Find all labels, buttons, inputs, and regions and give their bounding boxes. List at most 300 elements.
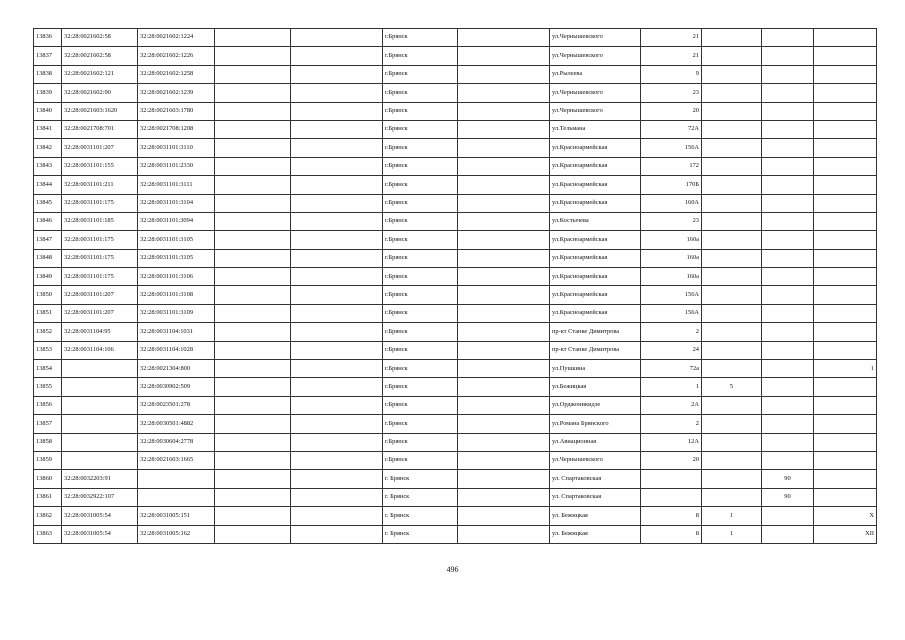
cell-col-11 (762, 139, 814, 157)
cell-col-5 (291, 102, 383, 120)
cell-building-number: 32:28:0031101:3106 (138, 268, 215, 286)
cell-col-5 (291, 268, 383, 286)
cell-city: г.Брянск (383, 176, 458, 194)
cell-street: ул.Тельмана (550, 120, 641, 138)
cell-building-part: 5 (702, 378, 762, 396)
cell-city: г.Брянск (383, 415, 458, 433)
cell-col-4 (215, 29, 291, 47)
table-row (34, 176, 877, 194)
cell-house-number: 72а (641, 360, 702, 378)
cell-col-5 (291, 286, 383, 304)
cell-col-12 (814, 286, 877, 304)
cell-col-4 (215, 286, 291, 304)
cell-col-4 (215, 378, 291, 396)
cell-col-4 (215, 396, 291, 414)
page-number: 496 (446, 565, 459, 574)
cell-building-number: 32:28:0031104:1031 (138, 323, 215, 341)
cell-col-11 (762, 249, 814, 267)
cell-building-number: 32:28:0031005:162 (138, 525, 215, 543)
cell-row-number: 13852 (34, 323, 62, 341)
cell-row-number: 13846 (34, 212, 62, 230)
cell-col-11 (762, 47, 814, 65)
cell-col-11 (762, 507, 814, 525)
cell-city: г.Брянск (383, 286, 458, 304)
cell-parcel-number: 32:28:0031101:175 (62, 231, 138, 249)
cell-city: г.Брянск (383, 451, 458, 469)
cell-col-5 (291, 304, 383, 322)
cell-parcel-number: 32:28:0032203:91 (62, 470, 138, 488)
cell-col-5 (291, 396, 383, 414)
cell-col-11: 90 (762, 470, 814, 488)
table-row (34, 451, 877, 469)
cell-parcel-number: 32:28:0031101:185 (62, 212, 138, 230)
cell-col-11 (762, 212, 814, 230)
cell-street: ул.Чернышевского (550, 451, 641, 469)
cell-street: ул.Красноармейская (550, 139, 641, 157)
cell-col-5 (291, 451, 383, 469)
cell-col-12 (814, 157, 877, 175)
cell-building-part (702, 231, 762, 249)
cell-col-7 (458, 47, 550, 65)
cell-house-number (641, 488, 702, 506)
cell-row-number: 13854 (34, 360, 62, 378)
table-row (34, 47, 877, 65)
cell-house-number: 160а (641, 268, 702, 286)
cell-row-number: 13840 (34, 102, 62, 120)
cell-row-number: 13838 (34, 65, 62, 83)
cell-col-12: 1 (814, 360, 877, 378)
cell-col-5 (291, 231, 383, 249)
table-row (34, 470, 877, 488)
cell-building-number: 32:28:0031101:3110 (138, 139, 215, 157)
cell-street: ул.Красноармейская (550, 249, 641, 267)
cell-col-7 (458, 341, 550, 359)
cell-building-part (702, 396, 762, 414)
cell-col-5 (291, 488, 383, 506)
cell-col-11 (762, 286, 814, 304)
cell-col-5 (291, 433, 383, 451)
cell-house-number: 24 (641, 341, 702, 359)
cell-parcel-number: 32:28:0032922:107 (62, 488, 138, 506)
cell-city: г.Брянск (383, 65, 458, 83)
cell-city: г.Брянск (383, 249, 458, 267)
cell-row-number: 13839 (34, 84, 62, 102)
cell-col-5 (291, 29, 383, 47)
cell-row-number: 13862 (34, 507, 62, 525)
cell-col-11 (762, 120, 814, 138)
cell-row-number: 13860 (34, 470, 62, 488)
cell-col-5 (291, 378, 383, 396)
cell-building-part (702, 470, 762, 488)
cell-building-number: 32:28:0031104:1028 (138, 341, 215, 359)
cell-col-4 (215, 139, 291, 157)
cell-house-number: 23 (641, 212, 702, 230)
cell-city: г.Брянск (383, 157, 458, 175)
cell-city: г.Брянск (383, 102, 458, 120)
cell-col-7 (458, 231, 550, 249)
cell-col-5 (291, 176, 383, 194)
cell-street: ул.Красноармейская (550, 231, 641, 249)
cell-col-4 (215, 304, 291, 322)
registry-sheet (33, 28, 876, 544)
cell-street: ул.Костычева (550, 212, 641, 230)
cell-building-part (702, 139, 762, 157)
cell-building-part (702, 451, 762, 469)
registry-table (33, 28, 877, 544)
cell-col-5 (291, 47, 383, 65)
cell-col-11 (762, 433, 814, 451)
cell-street: ул.Чернышевского (550, 47, 641, 65)
cell-col-12 (814, 139, 877, 157)
cell-building-part (702, 176, 762, 194)
cell-building-part (702, 249, 762, 267)
cell-col-7 (458, 451, 550, 469)
cell-city: г.Брянск (383, 268, 458, 286)
cell-parcel-number (62, 433, 138, 451)
cell-col-7 (458, 268, 550, 286)
cell-parcel-number: 32:28:0031005:54 (62, 525, 138, 543)
cell-parcel-number: 32:28:0031101:207 (62, 139, 138, 157)
cell-building-number: 32:28:0023501:278 (138, 396, 215, 414)
cell-col-7 (458, 323, 550, 341)
cell-building-number: 32:28:0031005:151 (138, 507, 215, 525)
cell-col-7 (458, 304, 550, 322)
cell-col-7 (458, 488, 550, 506)
cell-city: г.Брянск (383, 378, 458, 396)
cell-parcel-number: 32:28:0031104:95 (62, 323, 138, 341)
cell-row-number: 13856 (34, 396, 62, 414)
cell-col-4 (215, 360, 291, 378)
cell-street: ул.Красноармейская (550, 157, 641, 175)
cell-building-part (702, 212, 762, 230)
cell-parcel-number: 32:28:0031101:175 (62, 249, 138, 267)
cell-city: г.Брянск (383, 231, 458, 249)
cell-city: г.Брянск (383, 84, 458, 102)
table-row (34, 360, 877, 378)
cell-col-11 (762, 102, 814, 120)
cell-street: ул.Орджоникидзе (550, 396, 641, 414)
cell-building-part (702, 341, 762, 359)
table-body (34, 29, 877, 544)
cell-house-number: 2 (641, 415, 702, 433)
cell-row-number: 13859 (34, 451, 62, 469)
cell-col-11 (762, 65, 814, 83)
cell-col-4 (215, 231, 291, 249)
cell-city: г.Брянск (383, 304, 458, 322)
cell-col-12 (814, 102, 877, 120)
table-row (34, 212, 877, 230)
cell-row-number: 13847 (34, 231, 62, 249)
cell-row-number: 13842 (34, 139, 62, 157)
cell-parcel-number: 32:28:0021602:121 (62, 65, 138, 83)
cell-col-4 (215, 323, 291, 341)
cell-building-part (702, 488, 762, 506)
table-row (34, 84, 877, 102)
cell-building-number: 32:28:0030902:509 (138, 378, 215, 396)
cell-building-part (702, 268, 762, 286)
cell-col-4 (215, 47, 291, 65)
cell-col-5 (291, 360, 383, 378)
table-row (34, 120, 877, 138)
cell-house-number: 72А (641, 120, 702, 138)
cell-col-4 (215, 249, 291, 267)
cell-col-12 (814, 47, 877, 65)
cell-col-4 (215, 451, 291, 469)
cell-col-4 (215, 102, 291, 120)
cell-house-number: 156А (641, 304, 702, 322)
cell-city: г. Брянск (383, 525, 458, 543)
cell-col-11 (762, 451, 814, 469)
cell-parcel-number (62, 378, 138, 396)
cell-col-7 (458, 212, 550, 230)
cell-col-11 (762, 29, 814, 47)
cell-row-number: 13855 (34, 378, 62, 396)
cell-parcel-number (62, 396, 138, 414)
cell-col-4 (215, 157, 291, 175)
cell-col-11 (762, 176, 814, 194)
cell-col-5 (291, 120, 383, 138)
cell-parcel-number: 32:28:0031101:207 (62, 286, 138, 304)
cell-building-number: 32:28:0031101:3105 (138, 249, 215, 267)
cell-parcel-number: 32:28:0031101:175 (62, 194, 138, 212)
table-row (34, 525, 877, 543)
cell-col-11 (762, 323, 814, 341)
cell-building-part (702, 286, 762, 304)
cell-street: ул. Бежицкая (550, 525, 641, 543)
cell-col-4 (215, 341, 291, 359)
cell-col-11 (762, 378, 814, 396)
cell-street: пр-кт Станке Димитрова (550, 323, 641, 341)
cell-building-number: 32:28:0021708:1208 (138, 120, 215, 138)
cell-city: г.Брянск (383, 29, 458, 47)
cell-col-12 (814, 488, 877, 506)
cell-row-number: 13844 (34, 176, 62, 194)
cell-street: ул.Чернышевского (550, 102, 641, 120)
cell-col-12 (814, 378, 877, 396)
cell-street: ул. Бежицкая (550, 507, 641, 525)
cell-city: г.Брянск (383, 139, 458, 157)
cell-col-7 (458, 194, 550, 212)
cell-col-5 (291, 84, 383, 102)
cell-col-12 (814, 451, 877, 469)
cell-col-4 (215, 176, 291, 194)
cell-col-7 (458, 249, 550, 267)
cell-building-number: 32:28:0021304:800 (138, 360, 215, 378)
cell-row-number: 13851 (34, 304, 62, 322)
cell-row-number: 13845 (34, 194, 62, 212)
cell-col-11 (762, 396, 814, 414)
cell-street: ул.Чернышевского (550, 29, 641, 47)
table-row (34, 194, 877, 212)
table-row (34, 231, 877, 249)
cell-street: ул.Рылеева (550, 65, 641, 83)
table-row (34, 29, 877, 47)
cell-col-12 (814, 433, 877, 451)
cell-col-5 (291, 65, 383, 83)
cell-col-12 (814, 176, 877, 194)
cell-building-part (702, 47, 762, 65)
cell-col-11 (762, 268, 814, 286)
cell-house-number: 21 (641, 29, 702, 47)
cell-building-part (702, 194, 762, 212)
cell-house-number (641, 470, 702, 488)
cell-city: г.Брянск (383, 47, 458, 65)
table-row (34, 488, 877, 506)
cell-building-number: 32:28:0021602:1239 (138, 84, 215, 102)
cell-parcel-number: 32:28:0031005:54 (62, 507, 138, 525)
cell-building-number: 32:28:0031101:3111 (138, 176, 215, 194)
cell-col-12 (814, 249, 877, 267)
cell-parcel-number: 32:28:0021708:701 (62, 120, 138, 138)
cell-street: ул.Красноармейская (550, 268, 641, 286)
cell-building-number: 32:28:0031101:3108 (138, 286, 215, 304)
cell-building-number: 32:28:0031101:3109 (138, 304, 215, 322)
cell-col-11: 90 (762, 488, 814, 506)
cell-parcel-number: 32:28:0031101:175 (62, 268, 138, 286)
table-row (34, 65, 877, 83)
cell-col-7 (458, 102, 550, 120)
cell-col-11 (762, 360, 814, 378)
table-row (34, 304, 877, 322)
cell-street: ул. Спартаковская (550, 488, 641, 506)
cell-house-number: 172 (641, 157, 702, 175)
cell-col-12 (814, 341, 877, 359)
cell-parcel-number: 32:28:0031101:155 (62, 157, 138, 175)
cell-col-4 (215, 488, 291, 506)
cell-col-12 (814, 231, 877, 249)
cell-house-number: 20 (641, 451, 702, 469)
cell-col-12 (814, 65, 877, 83)
cell-parcel-number (62, 415, 138, 433)
cell-city: г.Брянск (383, 360, 458, 378)
cell-col-7 (458, 396, 550, 414)
cell-city: г.Брянск (383, 120, 458, 138)
cell-building-part (702, 84, 762, 102)
table-row (34, 341, 877, 359)
cell-col-5 (291, 525, 383, 543)
cell-row-number: 13837 (34, 47, 62, 65)
cell-building-number: 32:28:0031101:3105 (138, 231, 215, 249)
cell-row-number: 13848 (34, 249, 62, 267)
cell-street: ул.Красноармейская (550, 286, 641, 304)
cell-building-part (702, 65, 762, 83)
cell-row-number: 13857 (34, 415, 62, 433)
cell-city: г. Брянск (383, 488, 458, 506)
cell-building-number: 32:28:0031101:3094 (138, 212, 215, 230)
cell-col-11 (762, 304, 814, 322)
cell-col-4 (215, 212, 291, 230)
cell-col-12: XII (814, 525, 877, 543)
cell-house-number: 23 (641, 84, 702, 102)
cell-col-5 (291, 507, 383, 525)
cell-building-number (138, 470, 215, 488)
cell-col-12: X (814, 507, 877, 525)
table-row (34, 157, 877, 175)
cell-house-number: 156А (641, 139, 702, 157)
cell-col-5 (291, 194, 383, 212)
cell-house-number: 2 (641, 323, 702, 341)
cell-col-12 (814, 84, 877, 102)
table-row (34, 268, 877, 286)
cell-col-7 (458, 65, 550, 83)
cell-col-11 (762, 231, 814, 249)
cell-street: ул.Бежицкая (550, 378, 641, 396)
cell-col-7 (458, 139, 550, 157)
cell-building-part (702, 415, 762, 433)
cell-building-number: 32:28:0021603:1665 (138, 451, 215, 469)
cell-row-number: 13853 (34, 341, 62, 359)
cell-col-7 (458, 286, 550, 304)
cell-street: ул.Чернышевского (550, 84, 641, 102)
cell-col-12 (814, 415, 877, 433)
cell-col-12 (814, 323, 877, 341)
cell-city: г.Брянск (383, 194, 458, 212)
cell-col-7 (458, 378, 550, 396)
cell-parcel-number: 32:28:0031101:211 (62, 176, 138, 194)
cell-building-number: 32:28:0021602:1258 (138, 65, 215, 83)
cell-col-7 (458, 525, 550, 543)
cell-row-number: 13843 (34, 157, 62, 175)
cell-col-7 (458, 415, 550, 433)
cell-col-4 (215, 470, 291, 488)
cell-city: г.Брянск (383, 212, 458, 230)
cell-col-7 (458, 176, 550, 194)
cell-house-number: 8 (641, 507, 702, 525)
cell-house-number: 9 (641, 65, 702, 83)
cell-building-part (702, 360, 762, 378)
cell-building-number: 32:28:0030604:2778 (138, 433, 215, 451)
cell-street: ул.Красноармейская (550, 176, 641, 194)
cell-house-number: 160а (641, 231, 702, 249)
cell-building-number: 32:28:0030501:4882 (138, 415, 215, 433)
cell-building-part (702, 323, 762, 341)
cell-parcel-number: 32:28:0021603:1620 (62, 102, 138, 120)
table-row (34, 323, 877, 341)
cell-house-number: 21 (641, 47, 702, 65)
table-row (34, 415, 877, 433)
cell-building-part (702, 157, 762, 175)
cell-row-number: 13863 (34, 525, 62, 543)
cell-col-12 (814, 194, 877, 212)
cell-building-number: 32:28:0031101:2330 (138, 157, 215, 175)
cell-col-5 (291, 139, 383, 157)
cell-parcel-number: 32:28:0021602:58 (62, 47, 138, 65)
cell-col-11 (762, 194, 814, 212)
cell-parcel-number: 32:28:0031104:106 (62, 341, 138, 359)
cell-col-5 (291, 341, 383, 359)
cell-col-4 (215, 84, 291, 102)
cell-col-12 (814, 304, 877, 322)
cell-building-part (702, 433, 762, 451)
table-row (34, 378, 877, 396)
cell-col-7 (458, 120, 550, 138)
cell-col-5 (291, 415, 383, 433)
cell-row-number: 13861 (34, 488, 62, 506)
cell-building-part (702, 120, 762, 138)
cell-house-number: 8 (641, 525, 702, 543)
cell-col-7 (458, 507, 550, 525)
cell-col-4 (215, 120, 291, 138)
cell-col-4 (215, 268, 291, 286)
cell-row-number: 13849 (34, 268, 62, 286)
cell-col-12 (814, 120, 877, 138)
cell-col-4 (215, 433, 291, 451)
cell-street: ул.Красноармейская (550, 194, 641, 212)
cell-building-part: 1 (702, 507, 762, 525)
cell-street: ул.Красноармейская (550, 304, 641, 322)
cell-building-part (702, 29, 762, 47)
cell-parcel-number (62, 360, 138, 378)
